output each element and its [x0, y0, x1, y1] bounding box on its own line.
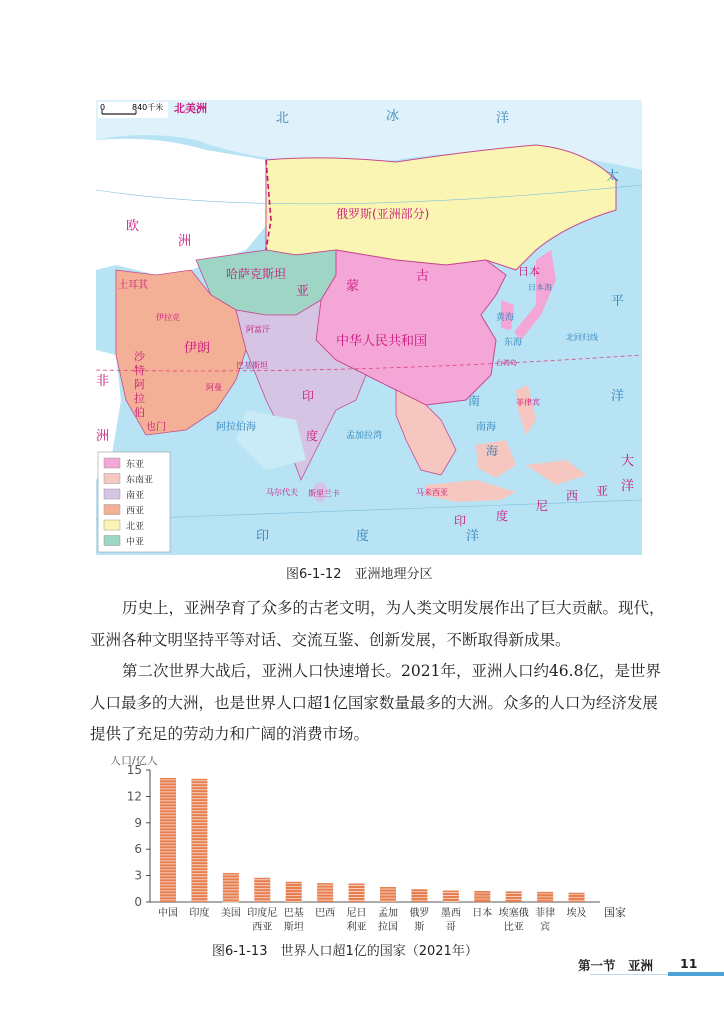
- svg-text:洲: 洲: [178, 234, 192, 249]
- x-tick-label: 日本: [472, 908, 493, 919]
- label-china: 中华人民共和国: [336, 334, 428, 349]
- y-tick-label: 6: [134, 842, 142, 857]
- svg-text:沙: 沙: [134, 350, 145, 363]
- x-tick-label: 巴西: [315, 908, 336, 919]
- x-tick-label: 西亚: [252, 922, 273, 933]
- x-tick-label: 印度: [189, 908, 210, 919]
- svg-text:太: 太: [606, 169, 620, 184]
- legend-label: 中亚: [126, 537, 145, 548]
- svg-text:印: 印: [454, 514, 467, 528]
- y-tick-label: 9: [134, 815, 142, 830]
- svg-text:北: 北: [276, 111, 290, 126]
- svg-text:阿曼: 阿曼: [206, 383, 222, 392]
- svg-text:洋: 洋: [496, 111, 510, 126]
- legend-label: 东亚: [126, 460, 145, 470]
- y-tick-label: 3: [134, 868, 142, 883]
- svg-text:伯: 伯: [134, 406, 145, 419]
- population-bar-chart: [100, 756, 640, 934]
- svg-text:伊朗: 伊朗: [184, 341, 211, 356]
- svg-text:阿: 阿: [134, 378, 145, 391]
- legend-swatch: [104, 505, 120, 515]
- svg-text:度: 度: [356, 529, 370, 544]
- x-tick-label: 尼日: [346, 908, 367, 919]
- x-tick-label: 中国: [158, 908, 178, 919]
- svg-text:菲律宾: 菲律宾: [516, 398, 540, 407]
- svg-text:欧: 欧: [126, 219, 140, 234]
- bar: [254, 878, 270, 902]
- y-tick-label: 12: [126, 789, 142, 804]
- svg-text:洲: 洲: [96, 429, 110, 444]
- svg-text:洋: 洋: [611, 389, 625, 404]
- svg-text:土耳其: 土耳其: [118, 280, 148, 291]
- legend-swatch: [104, 489, 120, 499]
- x-tick-label: 利亚: [346, 922, 367, 933]
- x-tick-label: 斯: [414, 922, 425, 933]
- y-tick-label: 15: [126, 763, 142, 777]
- svg-text:伊拉克: 伊拉克: [156, 313, 180, 322]
- footer-accent-bar: [668, 972, 724, 976]
- svg-text:西: 西: [566, 489, 579, 503]
- svg-text:特: 特: [134, 364, 145, 377]
- x-tick-label: 美国: [220, 908, 241, 919]
- svg-text:阿拉伯海: 阿拉伯海: [216, 422, 256, 433]
- x-tick-label: 哥: [445, 922, 456, 933]
- body-text: [90, 593, 670, 751]
- svg-text:斯里兰卡: 斯里兰卡: [308, 489, 340, 498]
- paragraph-2: 第二次世界大战后，亚洲人口快速增长。2021年，亚洲人口约46.8亿，是世界人口最多的大洲，也是世界人口超1亿国家数量最多的大洲。众多的人口为经济发展提供了充足的劳动力和广阔的消费市场。: [90, 662, 661, 743]
- legend-swatch: [104, 536, 120, 546]
- legend-label: 东南亚: [126, 475, 154, 486]
- svg-text:冰: 冰: [386, 109, 400, 124]
- svg-text:印: 印: [256, 529, 270, 544]
- svg-text:蒙: 蒙: [346, 279, 360, 294]
- legend-swatch: [104, 520, 120, 530]
- bar: [349, 884, 365, 902]
- legend-swatch: [104, 458, 120, 468]
- svg-text:度: 度: [306, 429, 319, 443]
- svg-text:平: 平: [611, 294, 625, 309]
- svg-text:尼: 尼: [536, 499, 549, 513]
- svg-text:日本: 日本: [518, 265, 540, 278]
- label-north-america: 北美洲: [174, 102, 207, 115]
- legend-label: 西亚: [126, 506, 145, 517]
- svg-text:孟加拉湾: 孟加拉湾: [346, 431, 383, 441]
- bar: [191, 779, 207, 902]
- paragraph-1: 历史上，亚洲孕育了众多的古老文明，为人类文明发展作出了巨大贡献。现代，亚洲各种文明坚持平等对话、交流互鉴、创新发展，不断取得新成果。: [90, 599, 665, 649]
- x-tick-label: 比亚: [503, 922, 524, 933]
- x-tick-label: 俄罗: [409, 908, 430, 919]
- svg-text:黄海: 黄海: [496, 313, 515, 323]
- legend-label: 南亚: [126, 491, 145, 501]
- svg-text:马来西亚: 马来西亚: [416, 488, 448, 497]
- legend-label: 北亚: [126, 522, 145, 532]
- svg-text:南海: 南海: [476, 422, 496, 433]
- x-tick-label: 孟加: [378, 908, 398, 919]
- x-tick-label: 印度尼: [247, 908, 278, 919]
- svg-text:非: 非: [96, 374, 110, 389]
- x-tick-label: 斯坦: [283, 922, 304, 933]
- asia-region-map: [96, 100, 642, 555]
- legend-swatch: [104, 474, 120, 484]
- section-label: 第一节 亚洲: [578, 958, 654, 973]
- svg-text:巴基斯坦: 巴基斯坦: [236, 361, 268, 370]
- bar: [474, 891, 490, 902]
- svg-text:南: 南: [468, 394, 481, 408]
- bar: [223, 873, 239, 902]
- svg-text:洋: 洋: [621, 479, 635, 494]
- x-tick-label: 埃及: [566, 908, 587, 919]
- svg-text:海: 海: [486, 444, 499, 458]
- bar: [317, 883, 333, 902]
- svg-text:也门: 也门: [146, 422, 166, 433]
- y-axis-label: 人口/亿人: [110, 756, 158, 767]
- x-tick-label: 拉国: [378, 922, 398, 933]
- chart-caption: 图6-1-13 世界人口超1亿的国家（2021年）: [212, 944, 478, 959]
- map-scale: [98, 102, 168, 118]
- svg-text:亚: 亚: [296, 284, 310, 299]
- svg-text:拉: 拉: [134, 392, 145, 405]
- svg-text:东海: 东海: [504, 338, 523, 348]
- label-russia: 俄罗斯(亚洲部分): [336, 207, 430, 221]
- x-tick-label: 墨西: [440, 908, 461, 919]
- svg-text:0: 0: [100, 103, 106, 112]
- svg-text:马尔代夫: 马尔代夫: [266, 488, 298, 497]
- page-number: 11: [680, 956, 698, 971]
- svg-text:古: 古: [416, 269, 430, 284]
- footer-divider: [590, 974, 668, 975]
- svg-text:亚: 亚: [596, 484, 609, 498]
- x-tick-label: 埃塞俄: [498, 908, 529, 919]
- svg-text:阿富汗: 阿富汗: [246, 325, 270, 334]
- svg-text:洋: 洋: [466, 529, 480, 544]
- svg-text:度: 度: [496, 509, 509, 523]
- x-tick-label: 宾: [540, 922, 551, 933]
- svg-text:台湾岛: 台湾岛: [496, 359, 517, 367]
- x-tick-label: 巴基: [283, 908, 304, 919]
- svg-text:840千米: 840千米: [132, 103, 164, 112]
- svg-text:印: 印: [302, 389, 315, 403]
- map-caption: 图6-1-12 亚洲地理分区: [286, 567, 433, 582]
- x-tick-label: 菲律: [535, 908, 556, 919]
- svg-text:日本海: 日本海: [528, 283, 552, 292]
- svg-text:北回归线: 北回归线: [566, 333, 598, 342]
- map-legend: [98, 452, 170, 552]
- y-tick-label: 0: [134, 895, 142, 909]
- svg-text:大: 大: [621, 454, 635, 469]
- svg-text:哈萨克斯坦: 哈萨克斯坦: [226, 267, 287, 281]
- x-axis-label: 国家: [604, 906, 626, 919]
